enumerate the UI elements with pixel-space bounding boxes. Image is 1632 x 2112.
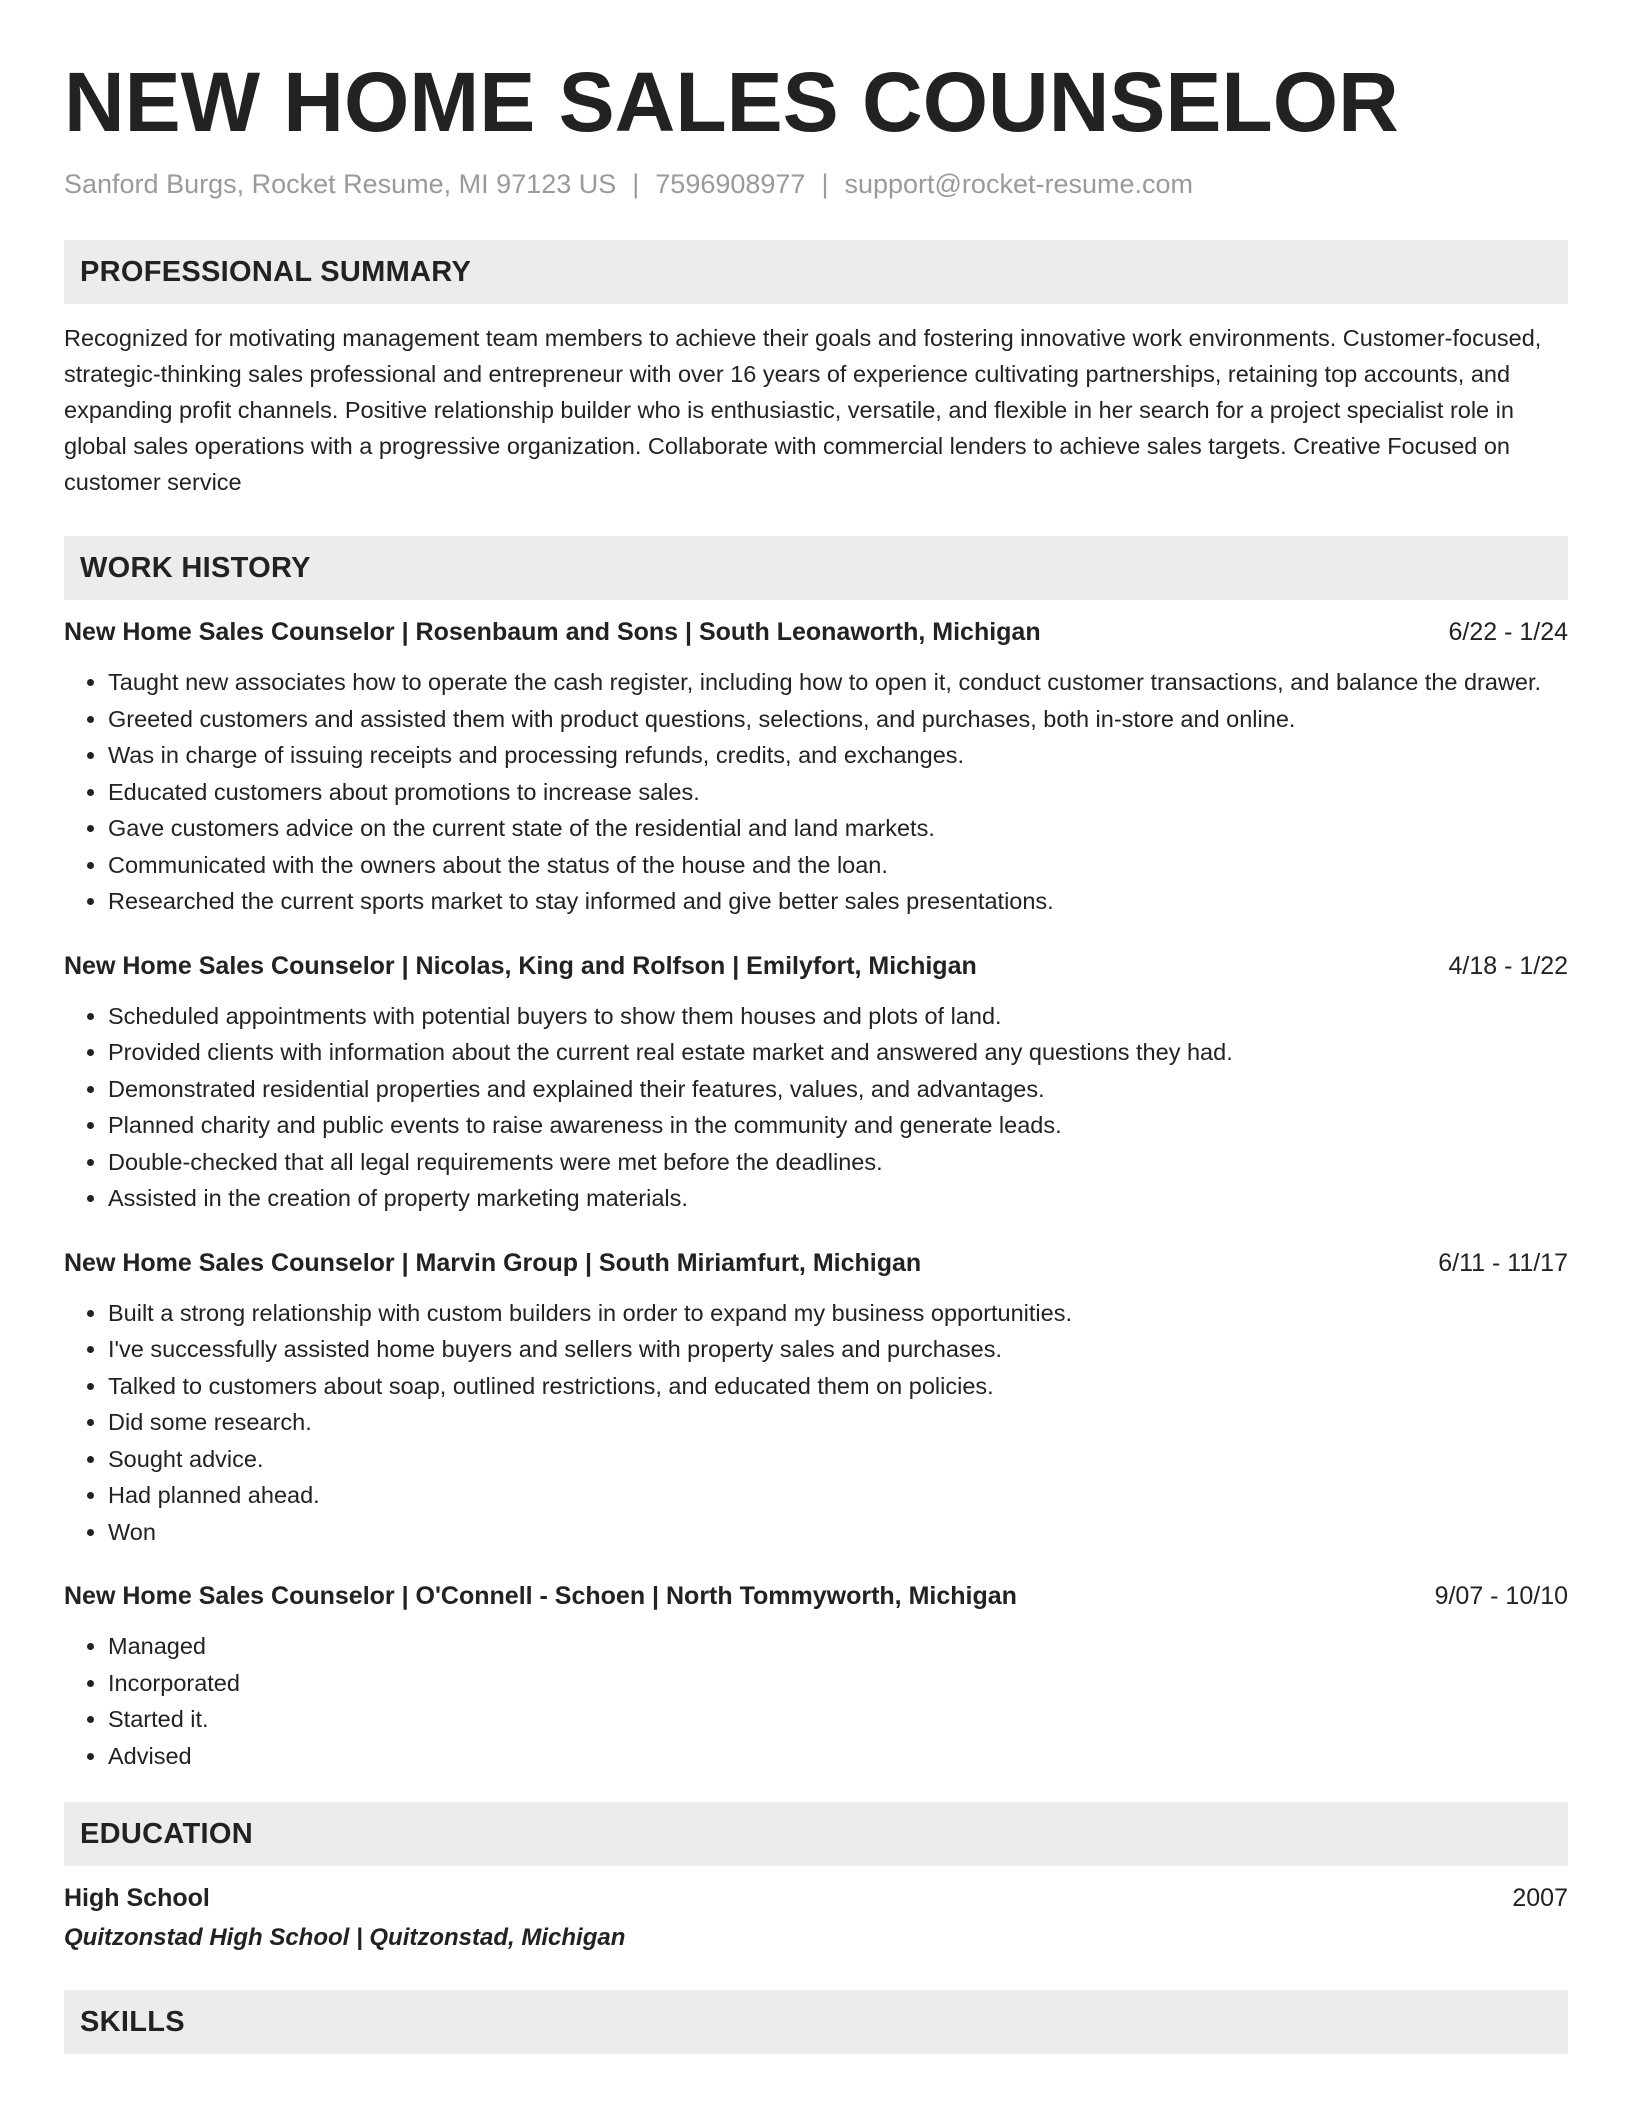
- job-bullets: [64, 998, 1568, 1217]
- list-item: • Greeted customers and assisted them with product questions, selections, and purchases, both in-store and online.: [108, 701, 1568, 738]
- list-item: • Started it.: [108, 1701, 1568, 1738]
- section-header-work: [64, 536, 1568, 600]
- contact-phone: 7596908977: [655, 169, 806, 199]
- contact-email: support@rocket-resume.com: [844, 169, 1193, 199]
- job-dates: 9/07 - 10/10: [1434, 1582, 1568, 1610]
- education-entry: [64, 1880, 1568, 1956]
- contact-separator: |: [632, 169, 640, 199]
- summary-text: Recognized for motivating management team members to achieve their goals and fostering innovative work environments. Customer-focused, strategic-thinking sales professional and entrepreneur with over 16 years of experience cultivating partnerships, retaining top accounts, and expanding profit channels. Positive relationship builder who is enthusiastic, versatile, and flexible in her search for a project specialist role in global sales operations with a progressive organization. Collaborate with commercial lenders to achieve sales targets. Creative Focused on customer service: [64, 325, 1542, 495]
- job-dates: 4/18 - 1/22: [1448, 951, 1568, 980]
- education-degree: High School: [64, 1884, 210, 1912]
- job-entry: [64, 1245, 1568, 1551]
- job-title: New Home Sales Counselor | Rosenbaum and Sons | South Leonaworth, Michigan: [64, 618, 1041, 646]
- list-item: • Taught new associates how to operate the cash register, including how to open it, conduct customer transactions, and balance the drawer.: [108, 664, 1568, 701]
- job-entry: [64, 948, 1568, 1217]
- list-item: • Did some research.: [108, 1404, 1568, 1441]
- list-item: • Sought advice.: [108, 1441, 1568, 1478]
- contact-separator: |: [821, 169, 829, 199]
- list-item: • Provided clients with information about the current real estate market and answered any questions they had.: [108, 1034, 1568, 1071]
- section-title-work: WORK HISTORY: [80, 551, 311, 584]
- list-item: • Educated customers about promotions to increase sales.: [108, 774, 1568, 811]
- section-title-summary: PROFESSIONAL SUMMARY: [80, 255, 472, 288]
- job-header: [64, 614, 1568, 650]
- list-item: • Scheduled appointments with potential buyers to show them houses and plots of land.: [108, 998, 1568, 1035]
- job-bullets: [64, 1628, 1568, 1774]
- list-item: • Won: [108, 1514, 1568, 1551]
- job-title: New Home Sales Counselor | Nicolas, King and Rolfson | Emilyfort, Michigan: [64, 951, 977, 980]
- list-item: • Was in charge of issuing receipts and processing refunds, credits, and exchanges.: [108, 737, 1568, 774]
- job-header: [64, 948, 1568, 984]
- list-item: • Planned charity and public events to raise awareness in the community and generate leads.: [108, 1107, 1568, 1144]
- section-header-skills: [64, 1990, 1568, 2054]
- list-item: • Talked to customers about soap, outlined restrictions, and educated them on policies.: [108, 1368, 1568, 1405]
- education-year: 2007: [1512, 1884, 1568, 1912]
- job-bullets: [64, 1295, 1568, 1551]
- resume-name: NEW HOME SALES COUNSELOR: [64, 55, 1399, 149]
- education-header: [64, 1880, 1568, 1916]
- job-title: New Home Sales Counselor | O'Connell - Schoen | North Tommyworth, Michigan: [64, 1582, 1017, 1610]
- list-item: • I've successfully assisted home buyers and sellers with property sales and purchases.: [108, 1331, 1568, 1368]
- list-item: • Had planned ahead.: [108, 1477, 1568, 1514]
- list-item: • Communicated with the owners about the status of the house and the loan.: [108, 847, 1568, 884]
- section-header-education: [64, 1802, 1568, 1866]
- contact-address: Sanford Burgs, Rocket Resume, MI 97123 US: [64, 169, 617, 199]
- list-item: • Advised: [108, 1738, 1568, 1775]
- section-header-summary: [64, 240, 1568, 304]
- education-school: Quitzonstad High School | Quitzonstad, Michigan: [64, 1924, 626, 1951]
- contact-line: [64, 166, 1568, 202]
- job-header: [64, 1245, 1568, 1281]
- list-item: • Double-checked that all legal requirements were met before the deadlines.: [108, 1144, 1568, 1181]
- list-item: • Incorporated: [108, 1665, 1568, 1702]
- section-title-skills: SKILLS: [80, 2005, 185, 2038]
- resume-page: [64, 52, 1568, 2054]
- list-item: • Managed: [108, 1628, 1568, 1665]
- job-entry: [64, 614, 1568, 920]
- job-entry: [64, 1578, 1568, 1774]
- job-header: [64, 1578, 1568, 1614]
- job-title: New Home Sales Counselor | Marvin Group | South Miriamfurt, Michigan: [64, 1248, 922, 1277]
- list-item: • Gave customers advice on the current state of the residential and land markets.: [108, 810, 1568, 847]
- list-item: • Built a strong relationship with custom builders in order to expand my business opportunities.: [108, 1295, 1568, 1332]
- job-bullets: [64, 664, 1568, 920]
- list-item: • Assisted in the creation of property marketing materials.: [108, 1180, 1568, 1217]
- list-item: • Researched the current sports market to stay informed and give better sales presentations.: [108, 883, 1568, 920]
- job-dates: 6/11 - 11/17: [1438, 1248, 1568, 1277]
- section-title-education: EDUCATION: [80, 1817, 253, 1850]
- job-dates: 6/22 - 1/24: [1448, 618, 1568, 646]
- list-item: • Demonstrated residential properties and explained their features, values, and advantages.: [108, 1071, 1568, 1108]
